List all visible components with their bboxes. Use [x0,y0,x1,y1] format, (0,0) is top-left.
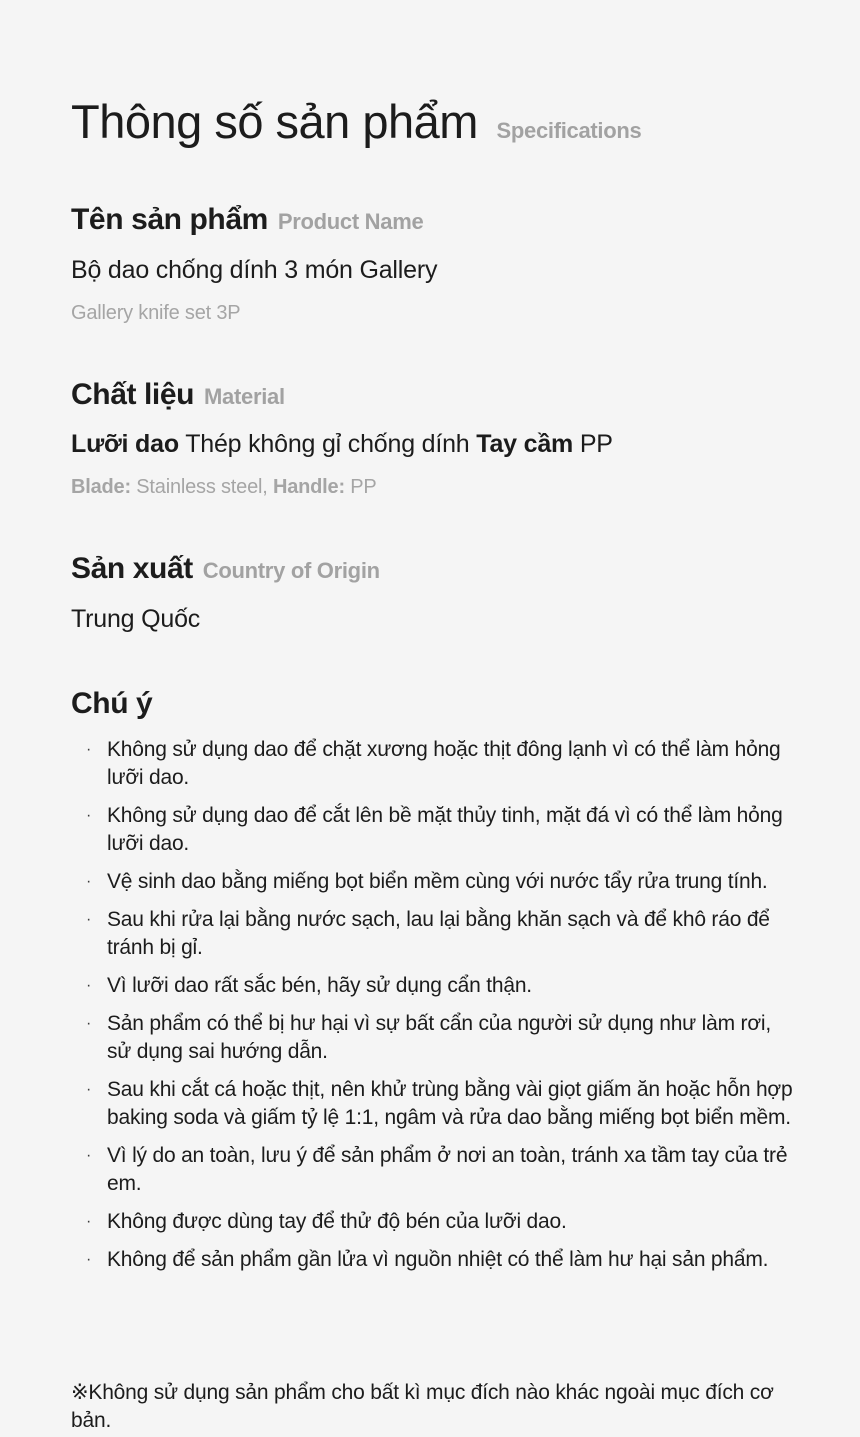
origin-heading-vi: Sản xuất [71,552,193,585]
bullet-icon: · [86,741,92,758]
material-heading [71,375,285,417]
origin-value: Trung Quốc [71,605,201,633]
list-item: · Không để sản phẩm gần lửa vì nguồn nhiệt có thể làm hư hại sản phẩm. [84,1246,796,1274]
notes-heading-vi: Chú ý [71,687,153,720]
bullet-icon: · [86,1251,92,1268]
origin-heading [71,549,380,591]
material-heading-en: Material [204,384,285,409]
list-item: · Vì lý do an toàn, lưu ý để sản phẩm ở nơi an toàn, tránh xa tầm tay của trẻ em. [86,1144,788,1195]
handle-label: Tay cầm [476,430,574,458]
origin-heading-en: Country of Origin [202,558,380,583]
list-item: · Không được dùng tay để thử độ bén của lưỡi dao. [84,1208,796,1236]
bullet-icon: · [86,1081,92,1098]
blade-label-en: Blade: [71,476,131,498]
list-item: · Sản phẩm có thể bị hư hại vì sự bất cẩn của người sử dụng như làm rơi, sử dụng sai hướng dẫn. [86,1012,772,1063]
page-title-en: Specifications [496,118,642,143]
product-name-value-en: Gallery knife set 3P [71,302,241,324]
bullet-icon: · [86,911,92,928]
bullet-icon: · [86,1015,92,1032]
notes-heading [71,684,152,724]
material-value-en [71,473,377,501]
list-item: · Sau khi cắt cá hoặc thịt, nên khử trùng bằng vài giọt giấm ăn hoặc hỗn hợp baking soda và giấm tỷ lệ 1:1, ngâm và rửa dao bằng miếng bọt biển mềm. [86,1078,793,1129]
footnote: ※Không sử dụng sản phẩm cho bất kì mục đích nào khác ngoài mục đích cơ bản. [71,1381,774,1432]
blade-value-en: Stainless steel, [136,476,268,498]
blade-value: Thép không gỉ chống dính [185,430,470,458]
notes-list [84,736,796,1284]
bullet-icon: · [86,977,92,994]
list-item: · Vì lưỡi dao rất sắc bén, hãy sử dụng cẩn thận. [84,972,796,1000]
bullet-icon: · [86,1147,92,1164]
handle-value-en: PP [350,476,377,498]
product-name-heading-vi: Tên sản phẩm [71,203,268,236]
page-title [71,92,641,161]
handle-value: PP [579,430,613,458]
bullet-icon: · [86,807,92,824]
page-title-vi: Thông số sản phẩm [71,95,478,148]
list-item: · Sau khi rửa lại bằng nước sạch, lau lại bằng khăn sạch và để khô ráo để tránh bị gỉ. [86,908,770,959]
blade-label: Lưỡi dao [71,430,179,458]
bullet-icon: · [86,873,92,890]
product-name-heading [71,200,423,242]
product-name-heading-en: Product Name [277,209,424,234]
handle-label-en: Handle: [272,476,345,498]
product-name-value: Bộ dao chống dính 3 món Gallery [71,256,438,284]
bullet-icon: · [86,1213,92,1230]
list-item: · Không sử dụng dao để cắt lên bề mặt thủy tinh, mặt đá vì có thể làm hỏng lưỡi dao. [86,804,783,855]
material-heading-vi: Chất liệu [71,378,195,411]
list-item: · Vệ sinh dao bằng miếng bọt biển mềm cùng với nước tẩy rửa trung tính. [84,868,796,896]
material-value [71,427,613,461]
list-item: · Không sử dụng dao để chặt xương hoặc thịt đông lạnh vì có thể làm hỏng lưỡi dao. [86,738,781,789]
